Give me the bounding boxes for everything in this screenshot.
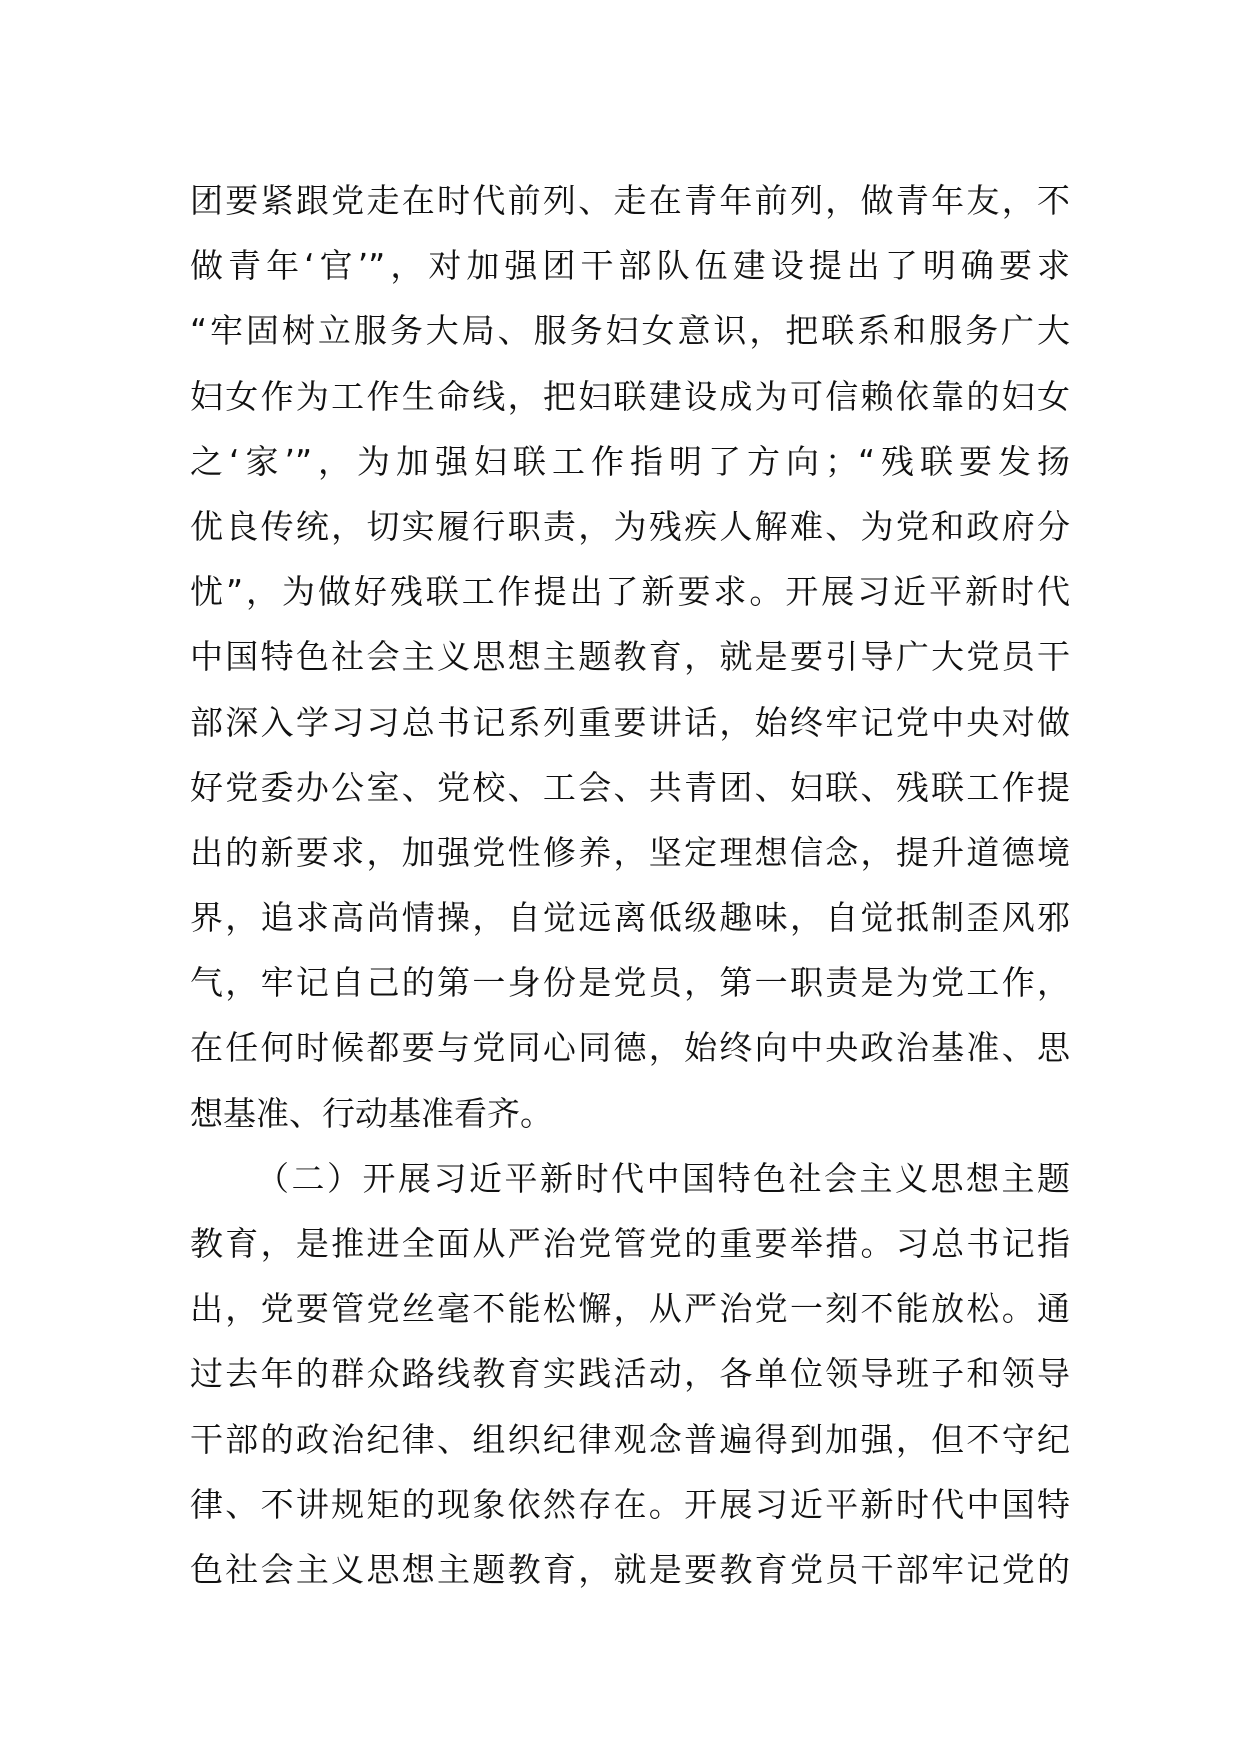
text-line: 在任何时候都要与党同心同德，始终向中央政治基准、思 <box>190 1028 1070 1068</box>
paragraph-end-line: 想基准、行动基准看齐。 <box>190 1093 553 1133</box>
text-line: 教育，是推进全面从严治党管党的重要举措。习总书记指 <box>190 1224 1070 1263</box>
text-line: 中国特色社会主义思想主题教育，就是要引导广大党员干 <box>190 637 1070 677</box>
text-line: 好党委办公室、党校、工会、共青团、妇联、残联工作提 <box>190 767 1070 807</box>
text-line: 之‘家’”，为加强妇联工作指明了方向；“残联要发扬 <box>190 441 1070 481</box>
text-line: 部深入学习习总书记系列重要讲话，始终牢记党中央对做 <box>190 702 1070 742</box>
text-line: “牢固树立服务大局、服务妇女意识，把联系和服务广大 <box>190 311 1070 351</box>
text-line: 出，党要管党丝毫不能松懈，从严治党一刻不能放松。通 <box>190 1289 1070 1329</box>
section-heading-line: （二）开展习近平新时代中国特色社会主义思想主题 <box>256 1158 1070 1198</box>
text-line: 妇女作为工作生命线，把妇联建设成为可信赖依靠的妇女 <box>190 376 1070 416</box>
text-line: 做青年‘官’”，对加强团干部队伍建设提出了明确要求 <box>190 246 1070 286</box>
text-line: 出的新要求，加强党性修养，坚定理想信念，提升道德境 <box>190 832 1070 872</box>
text-line: 团要紧跟党走在时代前列、走在青年前列，做青年友，不 <box>190 181 1070 220</box>
text-line: 色社会主义思想主题教育，就是要教育党员干部牢记党的 <box>190 1549 1070 1589</box>
text-line: 气，牢记自己的第一身份是党员，第一职责是为党工作， <box>190 963 1070 1003</box>
text-line: 忧”，为做好残联工作提出了新要求。开展习近平新时代 <box>190 572 1070 612</box>
text-line: 界，追求高尚情操，自觉远离低级趣味，自觉抵制歪风邪 <box>190 898 1070 938</box>
text-line: 过去年的群众路线教育实践活动，各单位领导班子和领导 <box>190 1354 1070 1394</box>
text-line: 律、不讲规矩的现象依然存在。开展习近平新时代中国特 <box>190 1484 1070 1524</box>
text-line: 干部的政治纪律、组织纪律观念普遍得到加强，但不守纪 <box>190 1419 1070 1459</box>
body-text <box>190 168 1070 1602</box>
text-line: 优良传统，切实履行职责，为残疾人解难、为党和政府分 <box>190 506 1070 546</box>
